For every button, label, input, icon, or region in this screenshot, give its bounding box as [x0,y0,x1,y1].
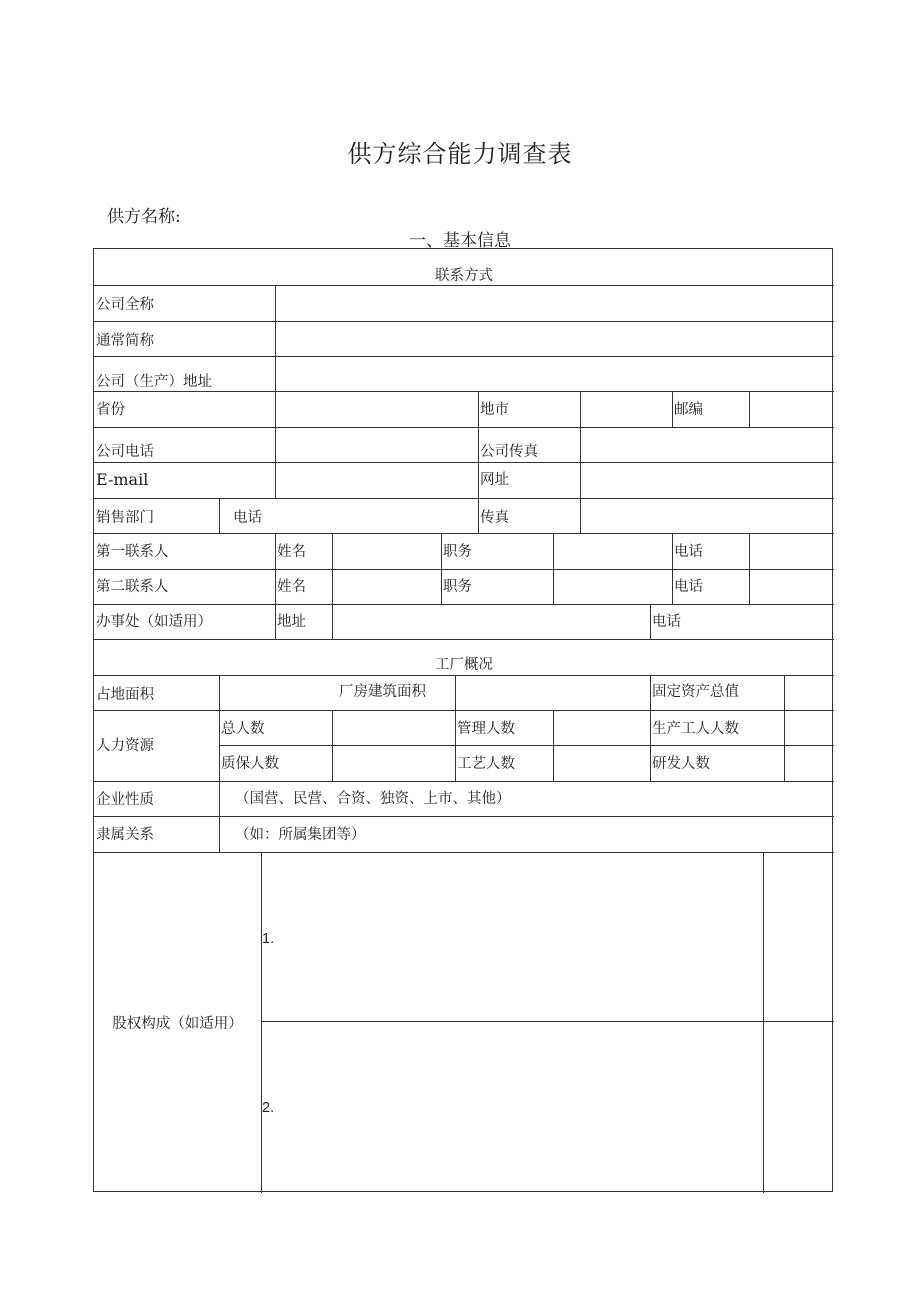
col-line [275,285,276,498]
rd-staff-label: 研发人数 [652,756,710,772]
email-label: E-mail [96,470,149,489]
qa-staff-label: 质保人数 [221,756,279,772]
building-area-label: 厂房建筑面积 [339,684,426,700]
section-title: 一、基本信息 [409,231,511,251]
col-line [650,675,651,781]
document-title: 供方综合能力调查表 [347,140,573,168]
row-line [94,285,834,286]
row-line [94,321,834,322]
row-line [94,498,834,499]
col-line [455,675,456,781]
col-line [332,533,333,640]
company-address-label: 公司（生产）地址 [96,374,212,390]
row-line [94,675,834,676]
col-line [275,533,276,640]
row-line [94,569,834,570]
equity-item-1: 1. [262,931,275,947]
row-line [219,745,834,746]
row-line [94,533,834,534]
affiliation-hint: （如：所属集团等） [235,827,366,843]
equity-item-2: 2. [262,1100,275,1116]
office-label: 办事处（如适用） [96,614,212,630]
row-line [94,852,834,853]
short-name-label: 通常简称 [96,333,154,349]
col-line [749,533,750,604]
row-line [94,710,834,711]
col-line [478,391,479,534]
affiliation-label: 隶属关系 [96,827,154,843]
sales-dept-label: 销售部门 [96,510,154,526]
company-phone-label: 公司电话 [96,444,154,460]
land-area-label: 占地面积 [96,687,154,703]
row-line [94,816,834,817]
col-line [219,498,220,534]
mgmt-staff-label: 管理人数 [457,721,515,737]
second-contact-phone-label: 电话 [674,579,703,595]
row-line [94,391,834,392]
col-line [553,710,554,781]
supplier-survey-form [93,248,833,1192]
company-fax-label: 公司传真 [480,444,538,460]
row-line [94,356,834,357]
nature-hint: （国营、民营、合资、独资、上市、其他） [235,791,511,807]
second-contact-label: 第二联系人 [96,579,169,595]
col-line [580,427,581,534]
total-staff-label: 总人数 [221,721,265,737]
fixed-assets-label: 固定资产总值 [652,684,739,700]
col-line [749,391,750,427]
contact-section-header: 联系方式 [435,268,493,284]
equity-label: 股权构成（如适用） [112,1016,243,1032]
first-contact-phone-label: 电话 [674,544,703,560]
row-line [261,1021,834,1022]
supplier-name-label: 供方名称: [107,207,181,227]
website-label: 网址 [480,472,509,488]
sales-phone-label: 电话 [233,510,262,526]
process-staff-label: 工艺人数 [457,756,515,772]
office-address-label: 地址 [277,614,306,630]
col-line [784,675,785,781]
row-line [94,462,834,463]
col-line [650,604,651,640]
postcode-label: 邮编 [674,402,703,418]
company-full-name-label: 公司全称 [96,297,154,313]
col-line [441,533,442,604]
row-line [94,781,834,782]
factory-section-header: 工厂概况 [435,657,493,673]
row-line [94,604,834,605]
city-label: 地市 [480,402,509,418]
col-line [580,391,581,427]
second-contact-position-label: 职务 [443,579,472,595]
col-line [672,391,673,427]
col-line [553,533,554,604]
second-contact-name-label: 姓名 [277,579,306,595]
col-line [672,533,673,604]
first-contact-label: 第一联系人 [96,544,169,560]
col-line [219,675,220,852]
row-line [94,639,834,640]
col-line [332,710,333,781]
production-workers-label: 生产工人人数 [652,721,739,737]
col-line [763,852,764,1193]
first-contact-name-label: 姓名 [277,544,306,560]
row-line [94,427,834,428]
province-label: 省份 [96,402,125,418]
col-line [261,852,262,1193]
nature-label: 企业性质 [96,792,154,808]
first-contact-position-label: 职务 [443,544,472,560]
sales-fax-label: 传真 [480,510,509,526]
hr-label: 人力资源 [96,738,154,754]
office-phone-label: 电话 [652,614,681,630]
